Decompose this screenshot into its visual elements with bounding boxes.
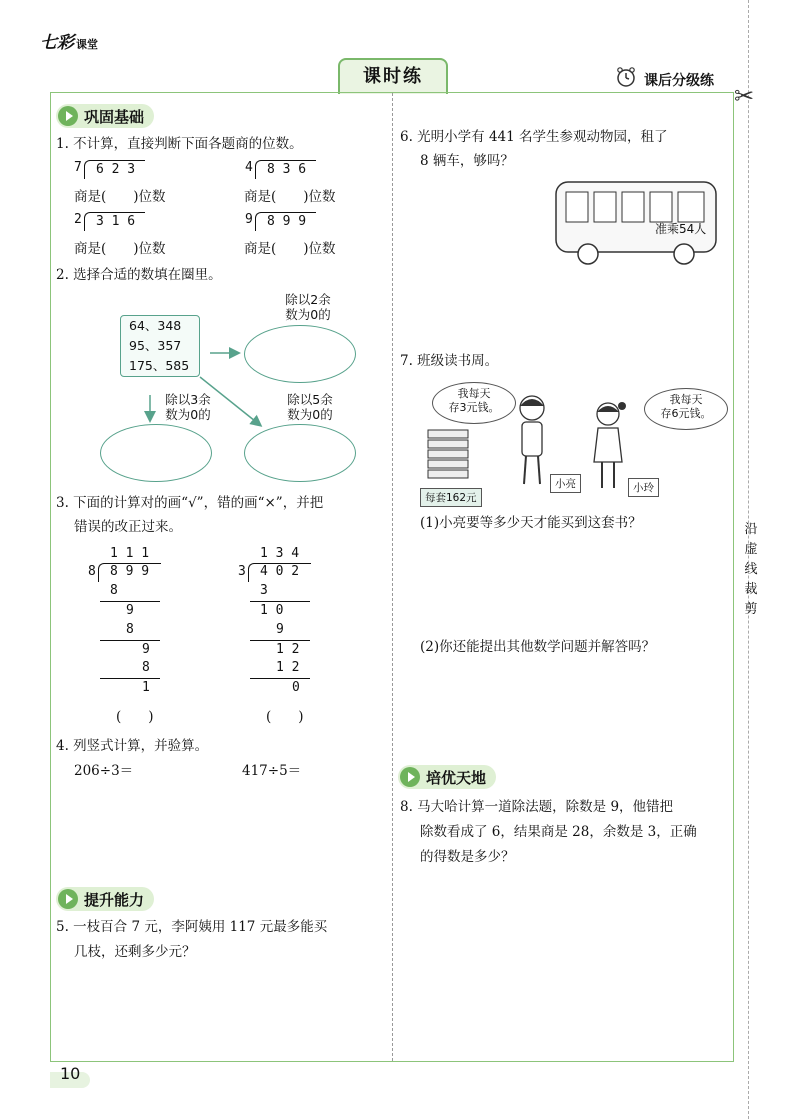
section-basic [56,104,154,128]
question-5-line1: 5. 一枝百合 7 元，李阿姨用 117 元最多能买 [56,919,328,935]
boy-figure [508,390,556,490]
q3-right-step: 1 2 [276,642,300,657]
question-8-line2: 除数看成了 6，结果商是 28，余数是 3，正确 [420,824,697,840]
question-8-line1: 8. 马大哈计算一道除法题，除数是 9，他错把 [400,799,674,815]
play-icon [58,106,78,126]
question-1: 1. 不计算，直接判断下面各题商的位数。 [56,136,303,152]
section-improve-label: 提升能力 [84,890,145,909]
q3-left-step: 8 [142,660,150,675]
name-tag-boy: 小亮 [550,474,581,493]
question-5-line2: 几枝，还剩多少元？ [74,944,196,960]
q3-left-step: 1 [142,680,150,695]
q3-left-step: 8 [126,622,134,637]
scissors-icon: ✂ [734,82,755,110]
number-row: 95、357 [129,338,182,353]
speech-bubble-left: 我每天 存3元钱。 [432,382,516,424]
page-title: 课时练 [338,58,448,94]
q3-right-dividend: 4 0 2 [260,564,300,579]
q3-left-quotient: 1 1 1 [110,546,150,561]
label-rem5: 除以5余 数为0的 [287,392,333,422]
question-3-line1: 3. 下面的计算对的画“√”，错的画“×”，并把 [56,495,324,511]
q3-left-step: 8 [110,583,118,598]
q3-right-quotient: 1 3 4 [260,546,300,561]
q1-dividend-4: 8 9 9 [267,214,307,229]
diagram-arrows [100,330,300,440]
q1-division-2: 4 [245,160,253,175]
number-row: 64、348 [129,318,182,333]
q1-division-4: 9 [245,212,253,227]
q3-left-step: 9 [126,603,134,618]
section-improve [56,887,154,911]
q1-answer-3[interactable]: 商是( )位数 [74,241,166,257]
clock-icon [615,66,637,88]
q1-answer-4[interactable]: 商是( )位数 [244,241,336,257]
q3-right-step: 0 [292,680,300,695]
question-6-line2: 8 辆车，够吗？ [420,153,514,169]
section-advance [398,765,496,789]
q3-right-step: 3 [260,583,268,598]
q1-answer-1[interactable]: 商是( )位数 [74,189,166,205]
label-rem3: 除以3余 数为0的 [165,392,211,422]
play-icon [400,767,420,787]
q7-sub1: (1)小亮要等多少天才能买到这套书？ [420,515,642,531]
question-2: 2. 选择合适的数填在圈里。 [56,267,222,283]
q3-left-answer[interactable]: ( ) [116,709,154,725]
q1-dividend-1: 6 2 3 [96,162,136,177]
q7-sub2: (2)你还能提出其他数学问题并解答吗？ [420,639,656,655]
q3-right-step: 1 2 [276,660,300,675]
q4-expr-2: 417÷5＝ [242,763,302,779]
question-6-line1: 6. 光明小学有 441 名学生参观动物园，租了 [400,129,668,145]
question-8-line3: 的得数是多少？ [420,849,515,865]
q3-right-divisor: 3 [238,564,246,579]
q1-answer-2[interactable]: 商是( )位数 [244,189,336,205]
page-subtitle: 课后分级练 [644,73,714,89]
question-3-line2: 错误的改正过来。 [74,519,182,535]
q3-right-step: 9 [276,622,284,637]
name-tag-girl: 小玲 [628,478,659,497]
q3-right-step: 1 0 [260,603,284,618]
question-7: 7. 班级读书周。 [400,353,499,369]
book-stack-icon [420,424,480,484]
price-tag: 每套162元 [420,488,482,507]
q1-division-3: 2 [74,212,82,227]
brand-logo: 七彩 课堂 [40,33,98,53]
cut-label: 沿虚线裁剪 [744,522,758,617]
page-number: 10 [60,1064,81,1083]
girl-figure [584,398,632,494]
number-row: 175、585 [129,358,190,373]
q3-left-dividend: 8 9 9 [110,564,150,579]
label-rem2: 除以2余 数为0的 [285,292,331,322]
play-icon [58,889,78,909]
bus-label: 准乘54人 [655,222,707,236]
speech-bubble-right: 我每天 存6元钱。 [644,388,728,430]
section-basic-label: 巩固基础 [84,107,145,126]
q3-left-divisor: 8 [88,564,96,579]
q3-right-answer[interactable]: ( ) [266,709,304,725]
question-4: 4. 列竖式计算，并验算。 [56,738,209,754]
column-divider [392,93,393,1061]
q3-left-step: 9 [142,642,150,657]
q1-division-1: 7 [74,160,82,175]
section-advance-label: 培优天地 [426,768,487,787]
q4-expr-1: 206÷3＝ [74,763,134,779]
q1-dividend-2: 8 3 6 [267,162,307,177]
q1-dividend-3: 3 1 6 [96,214,136,229]
